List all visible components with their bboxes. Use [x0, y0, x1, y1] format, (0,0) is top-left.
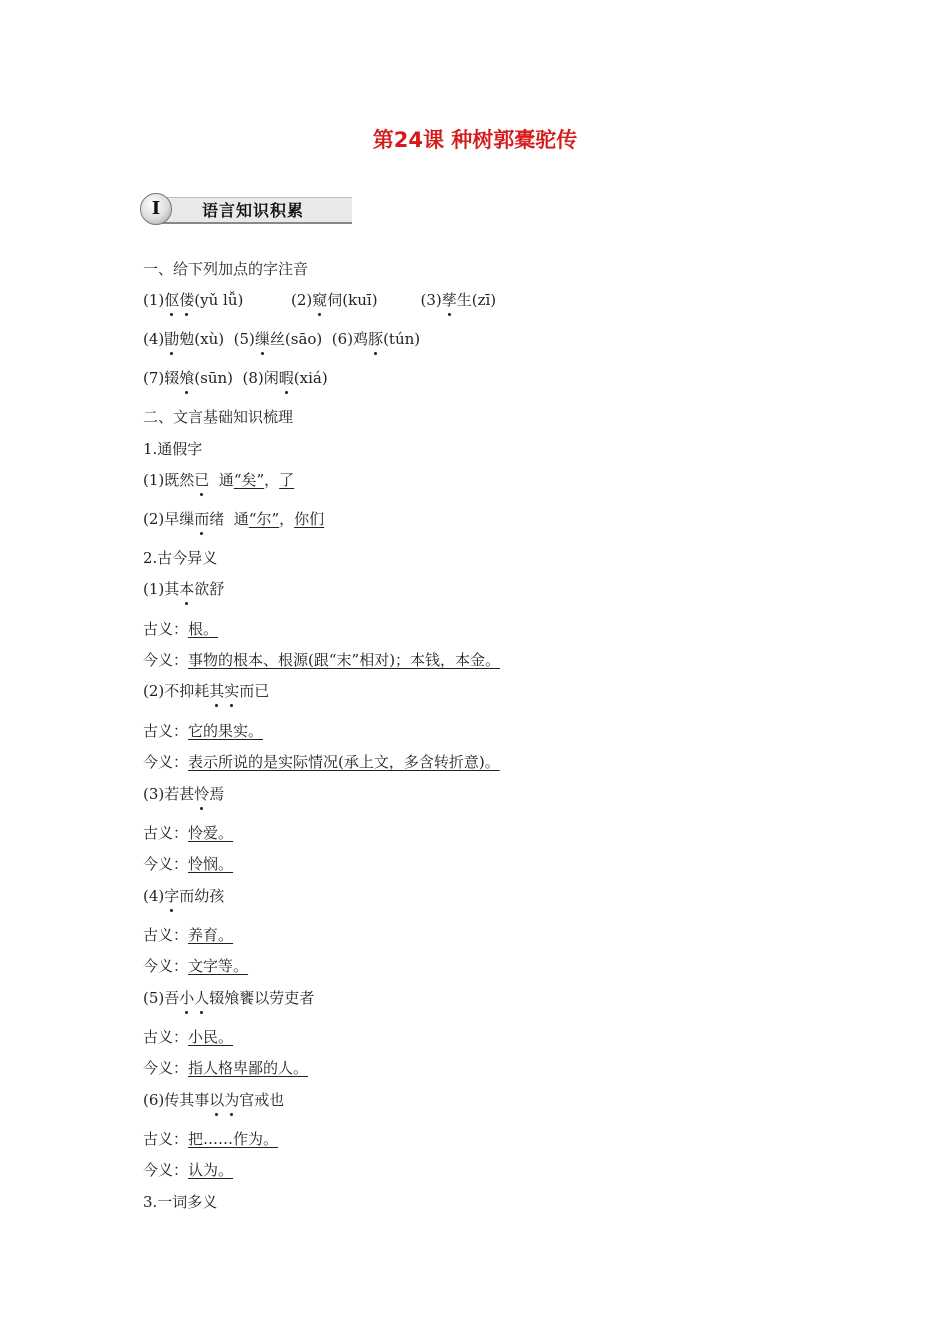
answer-text: “尔”: [248, 510, 280, 528]
emphasized-char: 人: [194, 989, 210, 1007]
emphasized-char: 飧: [179, 369, 195, 387]
answer-text: 事物的根本、根源(跟“末”相对)；本钱，本金。: [188, 651, 501, 669]
emphasized-char: 豚: [368, 330, 384, 348]
line-text: 古义：: [143, 1028, 189, 1046]
line-text: (1)既然: [143, 471, 195, 489]
answer-text: 根。: [188, 620, 219, 638]
line-text: (3)若甚: [143, 785, 195, 803]
text-line: [143, 509, 324, 529]
text-line: [143, 925, 233, 945]
text-line: [143, 1090, 284, 1110]
answer-text: 小民。: [188, 1028, 234, 1046]
text-line: [143, 329, 420, 349]
answer-text: 你们: [294, 510, 325, 528]
line-text: (2)早缫: [143, 510, 195, 528]
text-line: [143, 752, 500, 772]
text-line: [143, 823, 233, 843]
section-banner: [140, 193, 352, 227]
line-text: 古义：: [143, 824, 189, 842]
emphasized-char: 小: [179, 989, 195, 1007]
answer-text: 怜悯。: [188, 855, 234, 873]
line-text: (5)吾: [143, 989, 180, 1007]
emphasized-char: 怜: [194, 785, 210, 803]
page-title: 第24课 种树郭橐驼传: [372, 128, 578, 152]
text-line: [143, 1129, 278, 1149]
answer-text: 了: [279, 471, 295, 489]
text-line: [143, 439, 202, 459]
emphasized-char: 以: [209, 1091, 225, 1109]
text-line: [143, 407, 293, 427]
line-text: 绪 通: [209, 510, 249, 528]
line-text: (1)其: [143, 580, 180, 598]
answer-text: 表示所说的是实际情况(承上文，多含转折意)。: [188, 753, 500, 771]
answer-text: “矣”: [233, 471, 265, 489]
line-text: (4): [143, 887, 165, 905]
line-text: (6)传其事: [143, 1091, 210, 1109]
text-line: [143, 854, 233, 874]
line-text: 勉(xù) (5): [179, 330, 255, 348]
text-line: [143, 290, 496, 310]
emphasized-char: 暇: [278, 369, 294, 387]
emphasized-char: 孳: [441, 291, 457, 309]
emphasized-char: 而: [194, 510, 210, 528]
text-line: [143, 784, 224, 804]
emphasized-char: 字: [164, 887, 180, 905]
emphasized-char: 缫: [254, 330, 270, 348]
line-text: ，: [264, 471, 280, 489]
line-text: 今义：: [143, 855, 189, 873]
line-text: (4): [143, 330, 165, 348]
emphasized-char: 已: [194, 471, 210, 489]
line-text: (1): [143, 291, 165, 309]
line-text: (7)辍: [143, 369, 180, 387]
emphasized-char: 本: [179, 580, 195, 598]
text-line: [143, 721, 263, 741]
emphasized-char: 勖: [164, 330, 180, 348]
line-text: 古义：: [143, 926, 189, 944]
line-text: (sūn) (8)闲: [194, 369, 279, 387]
line-text: ，: [279, 510, 295, 528]
line-text: 伺(kuī) (3): [327, 291, 442, 309]
text-line: [143, 886, 224, 906]
line-text: 生(zī): [456, 291, 497, 309]
line-text: 丝(sāo) (6)鸡: [269, 330, 369, 348]
answer-text: 文字等。: [188, 957, 249, 975]
text-line: [143, 619, 218, 639]
text-line: [143, 681, 269, 701]
text-line: [143, 1192, 217, 1212]
answer-text: 指人格卑鄙的人。: [188, 1059, 309, 1077]
line-text: 欲舒: [194, 580, 225, 598]
line-text: (yǔ lǚ) (2): [194, 291, 313, 309]
text-line: [143, 368, 328, 388]
line-text: (tún): [383, 330, 421, 348]
line-text: 今义：: [143, 651, 189, 669]
text-line: [143, 650, 500, 670]
line-text: 焉: [209, 785, 225, 803]
line-text: 今义：: [143, 753, 189, 771]
text-line: [143, 1160, 233, 1180]
line-text: 古义：: [143, 620, 189, 638]
line-text: 辍飧饔以劳吏者: [209, 989, 315, 1007]
line-text: 今义：: [143, 1059, 189, 1077]
line-text: 今义：: [143, 1161, 189, 1179]
answer-text: 它的果实。: [188, 722, 264, 740]
line-text: 古义：: [143, 1130, 189, 1148]
answer-text: 把……作为。: [188, 1130, 279, 1148]
emphasized-char: 窥: [312, 291, 328, 309]
emphasized-char: 实: [224, 682, 240, 700]
emphasized-char: 偻: [179, 291, 195, 309]
line-text: 官戒也: [239, 1091, 285, 1109]
emphasized-char: 伛: [164, 291, 180, 309]
line-text: 2.古今异义: [143, 549, 218, 567]
answer-text: 养育。: [188, 926, 234, 944]
text-line: [143, 1027, 233, 1047]
text-line: [143, 259, 308, 279]
line-text: 通: [209, 471, 234, 489]
text-line: [143, 988, 314, 1008]
line-text: 3.一词多义: [143, 1193, 218, 1211]
text-line: [143, 470, 294, 490]
line-text: 而已: [239, 682, 270, 700]
emphasized-char: 为: [224, 1091, 240, 1109]
answer-text: 认为。: [188, 1161, 234, 1179]
line-text: 二、文言基础知识梳理: [143, 408, 294, 426]
emphasized-char: 其: [209, 682, 225, 700]
line-text: 一、给下列加点的字注音: [143, 260, 309, 278]
line-text: 而幼孩: [179, 887, 225, 905]
text-line: [143, 1058, 308, 1078]
line-text: (2)不抑耗: [143, 682, 210, 700]
section-numeral-badge: I: [140, 193, 172, 225]
section-heading: 语言知识积累: [202, 201, 305, 220]
line-text: (xiá): [293, 369, 328, 387]
line-text: 今义：: [143, 957, 189, 975]
text-line: [143, 956, 248, 976]
text-line: [143, 579, 224, 599]
line-text: 1.通假字: [143, 440, 203, 458]
text-line: [143, 548, 217, 568]
answer-text: 怜爱。: [188, 824, 234, 842]
line-text: 古义：: [143, 722, 189, 740]
